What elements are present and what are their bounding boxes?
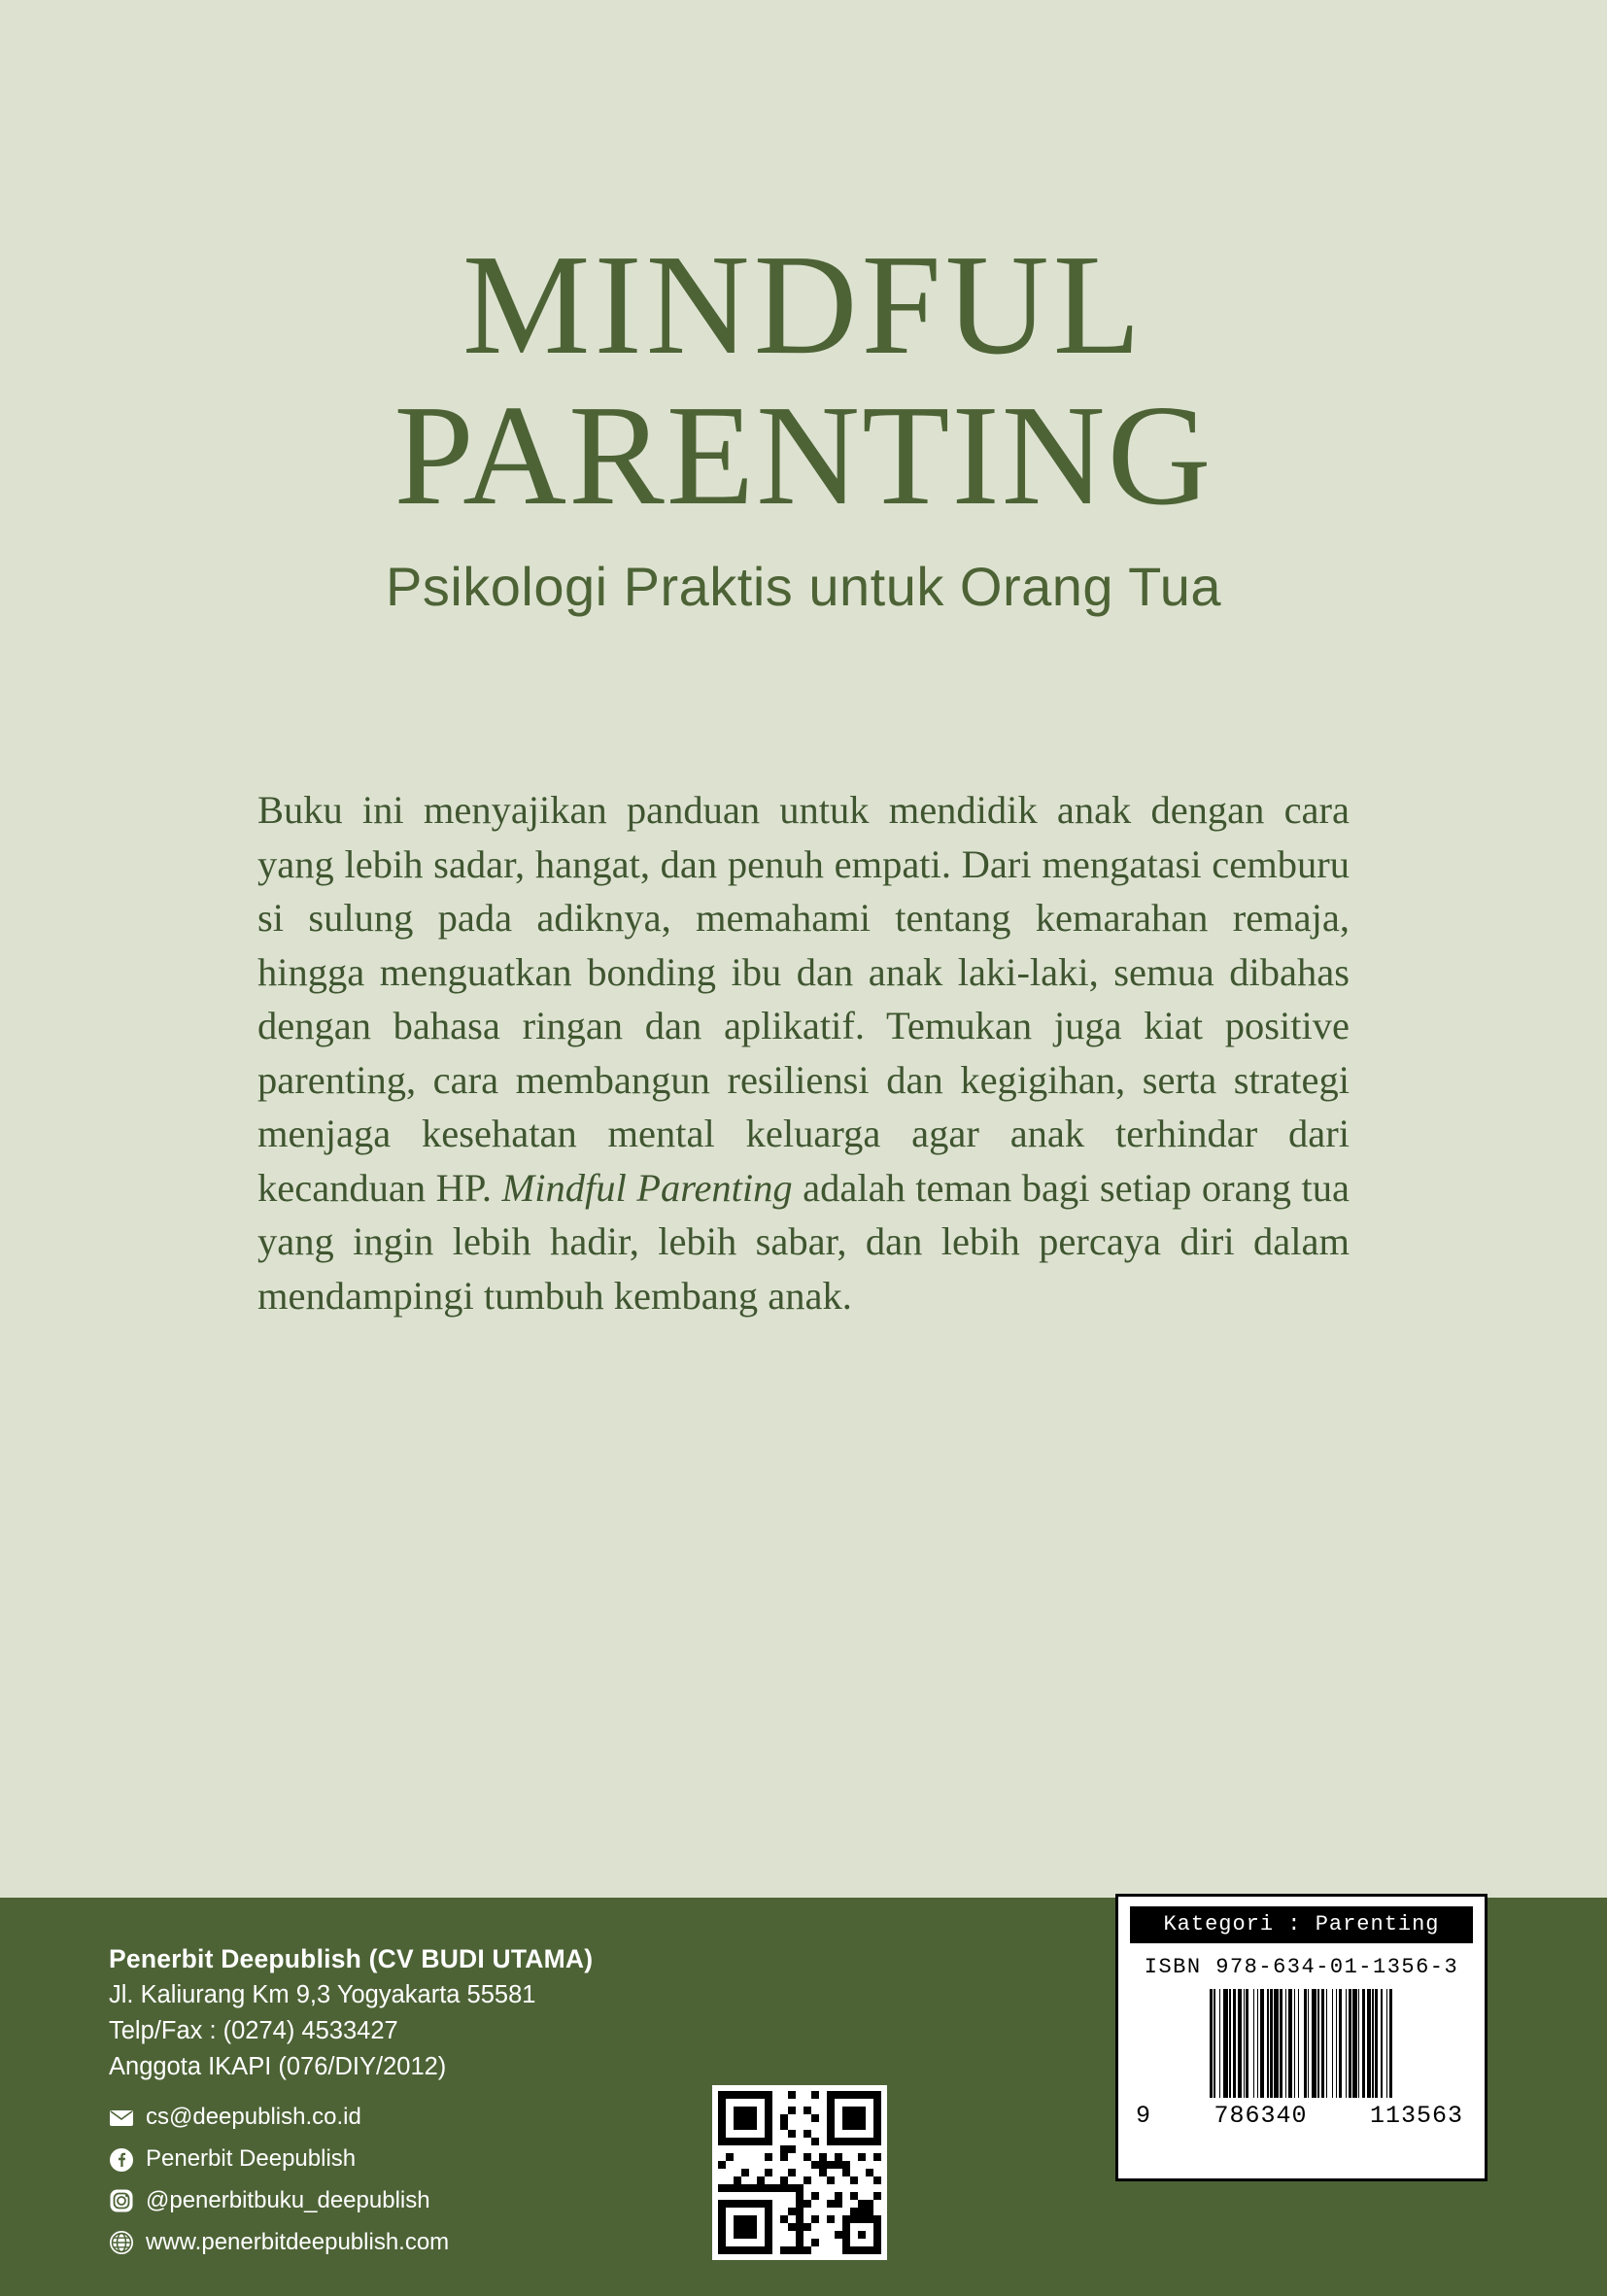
contact-facebook [109,2142,593,2176]
blurb-text-part-1: Buku ini menyajikan panduan untuk mendidik anak dengan cara yang lebih sadar, hangat, dan penuh empati. Dari mengatasi cemburu si sulung pada adiknya, memahami tentang kemarahan remaja, hingga menguatkan bonding ibu dan anak laki-laki, semua dibahas dengan bahasa ringan dan aplikatif. Temukan juga kiat positive parenting, cara membangun resiliensi dan kegigihan, serta strategi menjaga kesehatan mental keluarga agar anak terhindar dari kecanduan HP. [257,788,1350,1210]
website-icon [109,2230,134,2255]
contact-email-text: cs@deepublish.co.id [146,2104,361,2131]
barcode [1130,1989,1473,2098]
publisher-phone: Telp/Fax : (0274) 4533427 [109,2017,398,2045]
contact-instagram-text: @penerbitbuku_deepublish [146,2186,430,2213]
isbn-number: ISBN 978-634-01-1356-3 [1144,1955,1459,1979]
category-label: Kategori : Parenting [1130,1906,1473,1943]
title-block [0,0,1607,618]
blurb-text-part-2: adalah teman bagi setiap orang tua yang ingin lebih hadir, lebih sabar, dan lebih percaya diri dalam mendampingi tumbuh kembang anak. [257,1165,1350,1318]
barcode-group-1: 786340 [1214,2102,1308,2130]
publisher-membership: Anggota IKAPI (076/DIY/2012) [109,2053,447,2081]
book-title-line-1: MINDFUL [462,225,1145,385]
facebook-icon [109,2147,134,2173]
instagram-icon [109,2188,134,2213]
qr-code [712,2085,887,2260]
book-blurb [257,783,1350,1322]
barcode-group-2: 113563 [1369,2102,1463,2130]
contact-email [109,2101,593,2135]
isbn-barcode-block [1115,1894,1487,2181]
contact-list [109,2101,593,2259]
barcode-digit-left: 9 [1136,2102,1152,2130]
publisher-info [109,1940,593,2268]
contact-website [109,2226,593,2260]
blurb-text-italic: Mindful Parenting [501,1165,793,1210]
book-subtitle: Psikologi Praktis untuk Orang Tua [385,556,1222,618]
publisher-address: Jl. Kaliurang Km 9,3 Yogyakarta 55581 [109,1981,536,2009]
publisher-name: Penerbit Deepublish (CV BUDI UTAMA) [109,1944,594,1973]
barcode-numbers [1130,2098,1473,2130]
book-title-line-2: PARENTING [393,376,1214,535]
contact-website-text: www.penerbitdeepublish.com [146,2228,450,2255]
contact-instagram [109,2184,593,2218]
contact-facebook-text: Penerbit Deepublish [146,2145,357,2173]
email-icon [109,2106,134,2131]
